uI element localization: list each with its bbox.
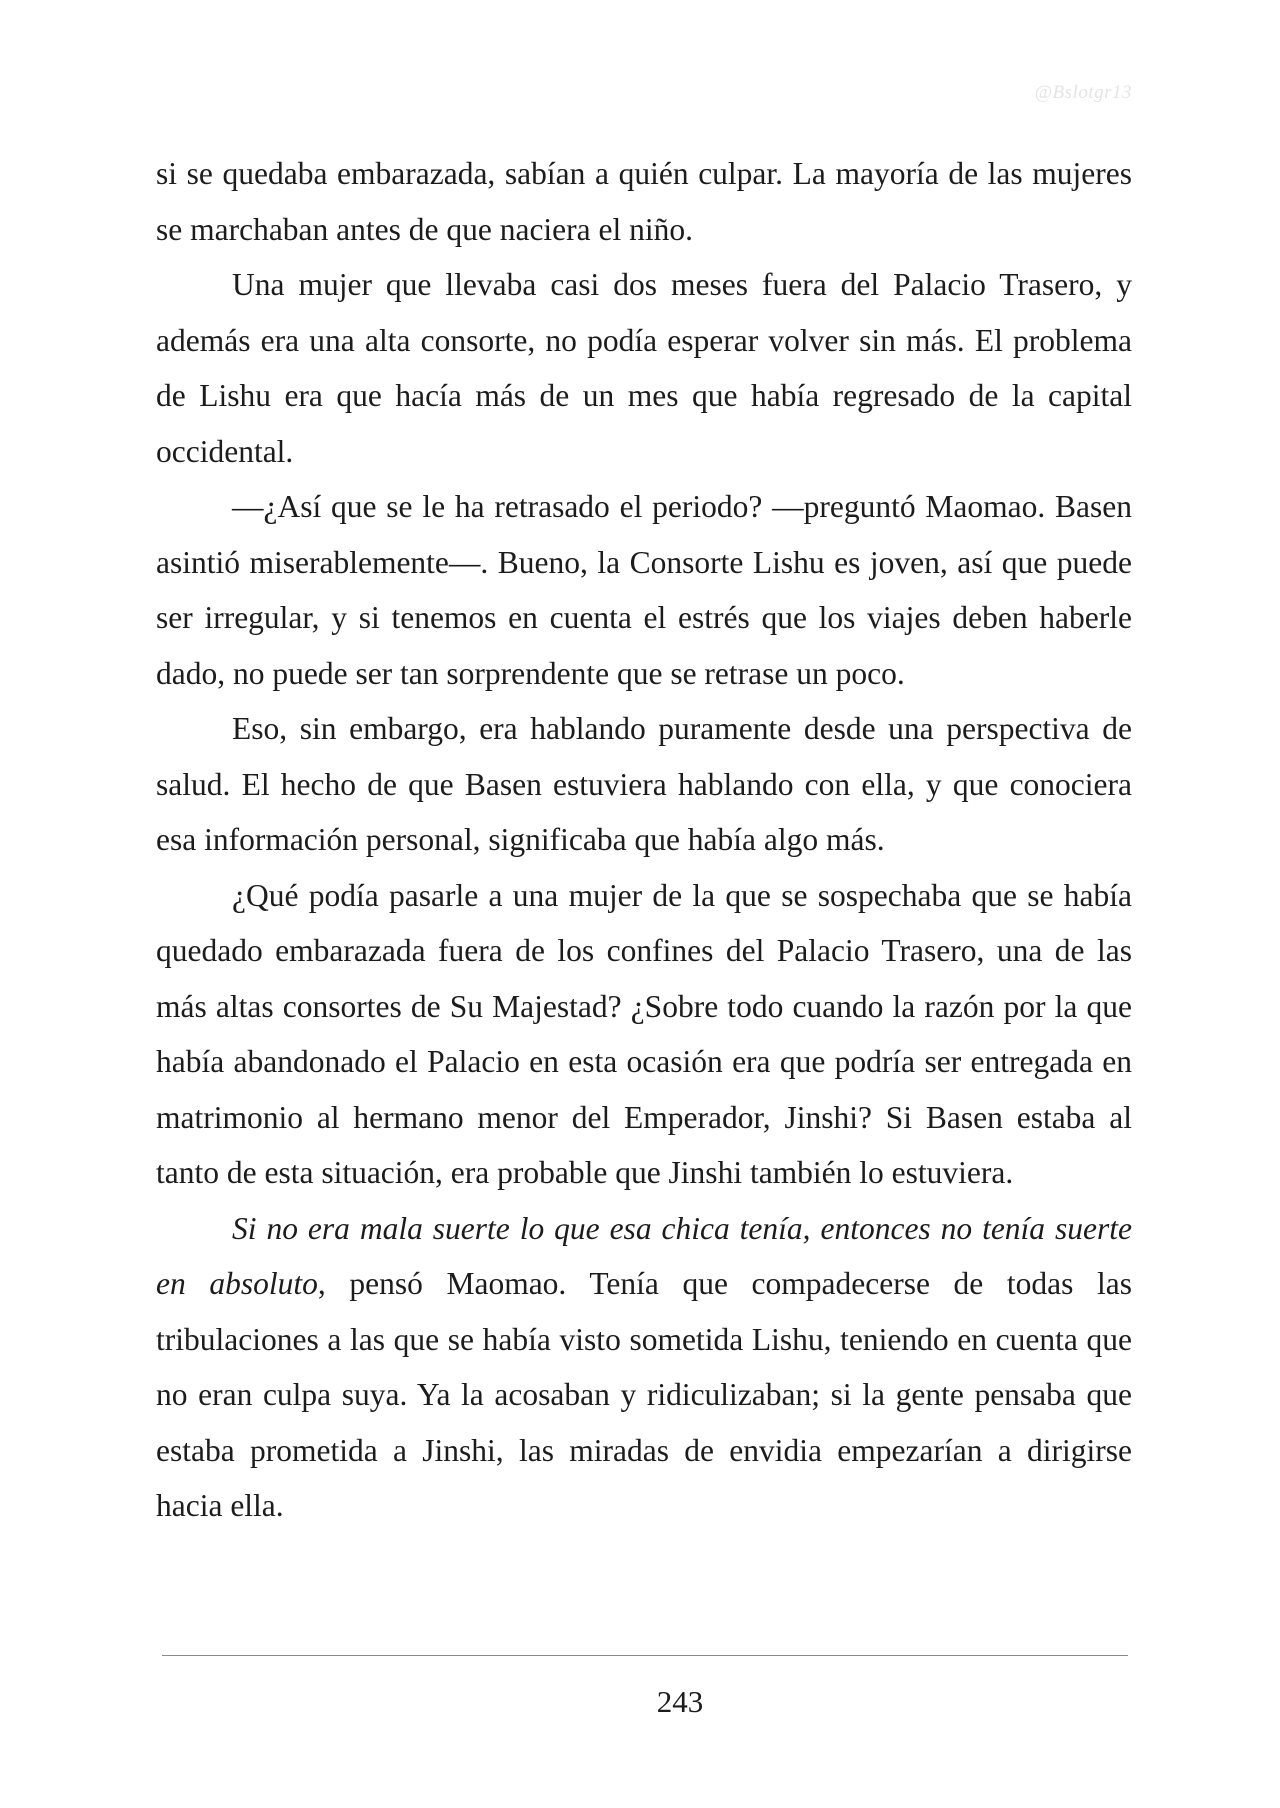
page-number: 243 — [656, 1684, 704, 1719]
paragraph — [156, 479, 1132, 701]
italic-text-segment: Si no era mala suerte lo que esa chica tenía, entonces no tenía suerte en absoluto — [156, 1210, 1132, 1301]
footer-divider — [162, 1655, 1128, 1656]
paragraph — [156, 257, 1132, 479]
text-segment: —¿Así que se le ha retrasado el periodo? —preguntó Maomao. Basen asintió miserablemente—. Bueno, la Consorte Lishu es joven, así que puede ser irregular, y si tenemos en cuenta el estrés que los viajes deben haberle dado, no puede ser tan sorprendente que se retrase un poco. — [156, 489, 1132, 691]
page-body-text — [156, 146, 1132, 1534]
paragraph — [156, 701, 1132, 868]
text-segment: ¿Qué podía pasarle a una mujer de la que se sospechaba que se había quedado embarazada fuera de los confines del Palacio Trasero, una de las más altas consortes de Su Majestad? ¿Sobre todo cuando la razón por la que había abandonado el Palacio en esta ocasión era que podría ser entregada en matrimonio al hermano menor del Emperador, Jinshi? Si Basen estaba al tanto de esta situación, era probable que Jinshi también lo estuviera. — [156, 877, 1132, 1190]
text-segment: Una mujer que llevaba casi dos meses fuera del Palacio Trasero, y además era una alta consorte, no podía esperar volver sin más. El problema de Lishu era que hacía más de un mes que había regresado de la capital occidental. — [156, 267, 1132, 469]
text-segment: , pensó Maomao. Tenía que compadecerse de todas las tribulaciones a las que se había visto sometida Lishu, teniendo en cuenta que no eran culpa suya. Ya la acosaban y ridiculizaban; si la gente pensaba que estaba prometida a Jinshi, las miradas de envidia empezarían a dirigirse hacia ella. — [156, 1266, 1132, 1523]
paragraph — [156, 868, 1132, 1201]
paragraph — [156, 146, 1132, 257]
text-segment: Eso, sin embargo, era hablando puramente desde una perspectiva de salud. El hecho de que Basen estuviera hablando con ella, y que conociera esa información personal, significaba que había algo más. — [156, 711, 1132, 857]
text-segment: si se quedaba embarazada, sabían a quién culpar. La mayoría de las mujeres se marchaban antes de que naciera el niño. — [156, 156, 1132, 247]
paragraph — [156, 1201, 1132, 1534]
watermark-text: @Bslotgr13 — [1034, 82, 1132, 103]
